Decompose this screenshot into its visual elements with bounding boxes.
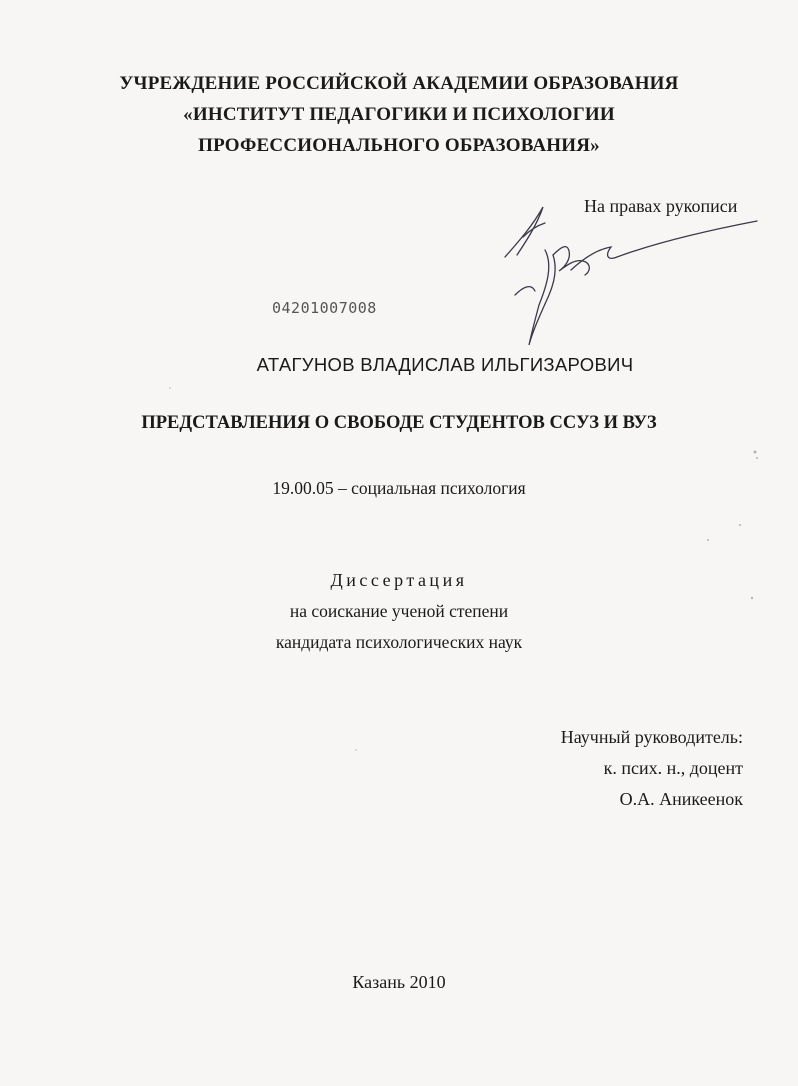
degree-line-1: на соискание ученой степени <box>289 601 509 621</box>
registration-code: 04201007008 <box>272 299 377 317</box>
signature-icon <box>495 195 765 375</box>
place-year: Казань 2010 <box>352 972 446 992</box>
supervisor-label: Научный руководитель: <box>560 727 743 747</box>
specialty: 19.00.05 – социальная психология <box>272 478 526 498</box>
institution-line-3: ПРОФЕССИОНАЛЬНОГО ОБРАЗОВАНИЯ» <box>198 135 600 156</box>
author-name: АТАГУНОВ ВЛАДИСЛАВ ИЛЬГИЗАРОВИЧ <box>256 354 634 375</box>
degree-line-2: кандидата психологических наук <box>275 632 523 652</box>
manuscript-note: На правах рукописи <box>584 196 738 216</box>
institution-line-2: «ИНСТИТУТ ПЕДАГОГИКИ И ПСИХОЛОГИИ <box>183 104 615 125</box>
institution-line-1: УЧРЕЖДЕНИЕ РОССИЙСКОЙ АКАДЕМИИ ОБРАЗОВАНИЯ <box>119 73 679 94</box>
supervisor-rank: к. псих. н., доцент <box>603 758 743 778</box>
supervisor-name: О.А. Аникеенок <box>619 789 743 809</box>
dissertation-title: ПРЕДСТАВЛЕНИЯ О СВОБОДЕ СТУДЕНТОВ ССУЗ И ВУЗ <box>141 413 657 433</box>
degree-type: Диссертация <box>330 570 468 590</box>
